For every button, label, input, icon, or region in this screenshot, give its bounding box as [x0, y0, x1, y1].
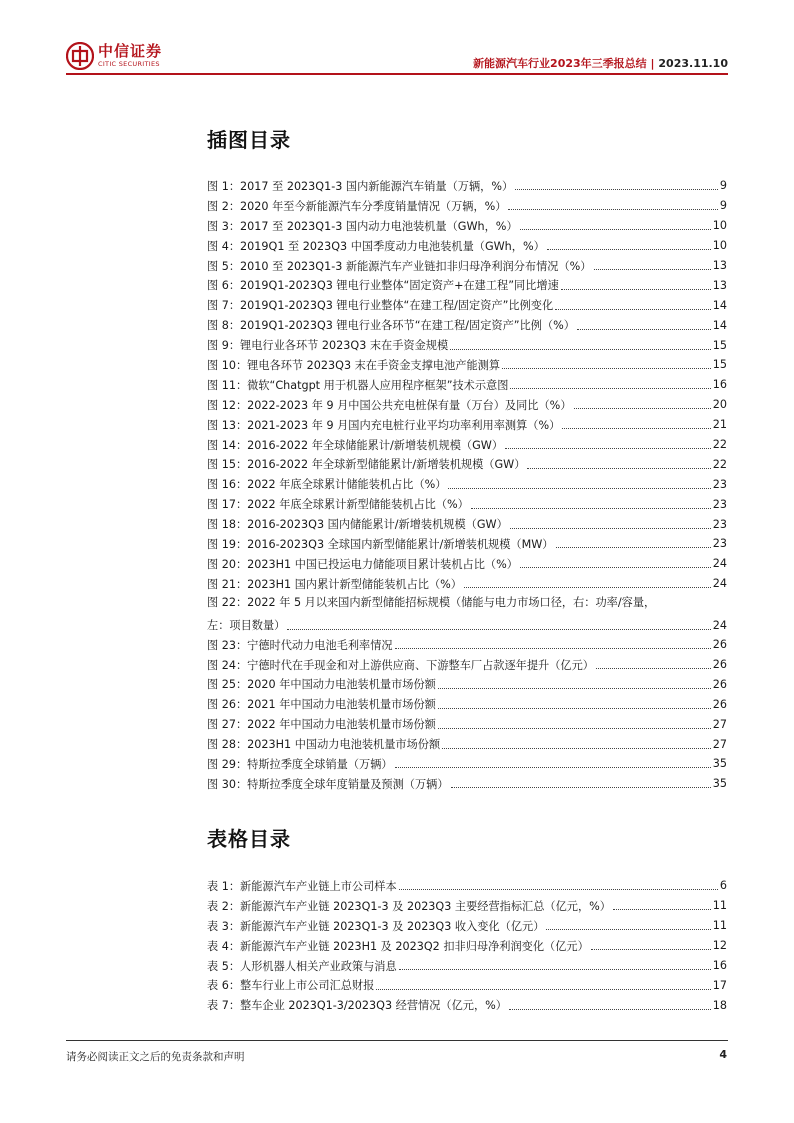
figure-toc-entry[interactable]: [207, 375, 727, 395]
figure-toc-entry[interactable]: [207, 315, 727, 335]
toc-entry-page: 15: [712, 358, 727, 372]
toc-entry-page: 35: [712, 777, 727, 791]
toc-entry-page: 20: [712, 398, 727, 412]
table-toc-entry[interactable]: [207, 995, 727, 1015]
toc-entry-label: 图 30：特斯拉季度全球年度销量及预测（万辆）: [207, 777, 449, 791]
toc-entry-page: 27: [712, 737, 727, 751]
toc-entry-page: 18: [712, 998, 727, 1012]
logo-english-name: CITIC SECURITIES: [98, 60, 160, 69]
figure-toc-entry-continued[interactable]: [207, 616, 727, 635]
toc-entry-page: 26: [712, 677, 727, 691]
toc-entry-label: 图 6：2019Q1-2023Q3 锂电行业整体“固定资产+在建工程”同比增速: [207, 279, 559, 293]
page-header: [66, 36, 728, 76]
toc-entry-page: 17: [712, 978, 727, 992]
toc-leader-dots: [510, 388, 710, 389]
toc-entry-page: 14: [712, 298, 727, 312]
figure-toc-entry[interactable]: [207, 674, 727, 694]
toc-entry-label-continued: 左：项目数量）: [207, 619, 286, 633]
toc-entry-label: 图 26：2021 年中国动力电池装机量市场份额: [207, 698, 436, 712]
report-meta: [473, 55, 728, 71]
toc-entry-page: 22: [712, 457, 727, 471]
figure-toc-entry[interactable]: [207, 275, 727, 295]
toc-entry-label: 表 2：新能源汽车产业链 2023Q1-3 及 2023Q3 主要经营指标汇总（亿元，%）: [207, 899, 611, 913]
figure-toc-entry[interactable]: [207, 594, 727, 616]
toc-entry-page: 35: [712, 757, 727, 771]
figure-toc-entry[interactable]: [207, 554, 727, 574]
toc-leader-dots: [594, 269, 711, 270]
disclaimer-notice: 请务必阅读正文之后的免责条款和声明: [66, 1051, 245, 1063]
toc-entry-page: 14: [712, 318, 727, 332]
figure-toc-entry[interactable]: [207, 655, 727, 675]
table-toc-entry[interactable]: [207, 916, 727, 936]
toc-leader-dots: [451, 787, 711, 788]
figure-toc-entry[interactable]: [207, 734, 727, 754]
toc-leader-dots: [613, 909, 711, 910]
header-separator: |: [650, 57, 655, 70]
toc-entry-label: 图 12：2022-2023 年 9 月中国公共充电桩保有量（万台）及同比（%）: [207, 398, 572, 412]
toc-entry-label: 表 3：新能源汽车产业链 2023Q1-3 及 2023Q3 收入变化（亿元）: [207, 919, 545, 933]
toc-entry-label: 图 8：2019Q1-2023Q3 锂电行业各环节“在建工程/固定资产”比例（%）: [207, 319, 575, 333]
toc-entry-label: 图 17：2022 年底全球累计新型储能装机占比（%）: [207, 498, 469, 512]
toc-entry-page: 26: [712, 697, 727, 711]
toc-leader-dots: [471, 508, 711, 509]
toc-entry-label: 表 1：新能源汽车产业链上市公司样本: [207, 879, 397, 893]
toc-leader-dots: [502, 368, 711, 369]
toc-entry-page: 23: [712, 497, 727, 511]
toc-leader-dots: [591, 949, 711, 950]
toc-entry-label: 图 3：2017 至 2023Q1-3 国内动力电池装机量（GWh，%）: [207, 219, 518, 233]
toc-leader-dots: [399, 889, 718, 890]
toc-entry-label: 图 27：2022 年中国动力电池装机量市场份额: [207, 718, 436, 732]
figure-toc-entry[interactable]: [207, 335, 727, 355]
toc-entry-page: 13: [712, 278, 727, 292]
logo-chinese-name: 中信证券: [98, 42, 163, 61]
figure-toc-entry[interactable]: [207, 514, 727, 534]
toc-entry-page: 27: [712, 717, 727, 731]
toc-entry-page: 22: [712, 438, 727, 452]
figure-toc-entry[interactable]: [207, 774, 727, 794]
toc-entry-label: 图 28：2023H1 中国动力电池装机量市场份额: [207, 738, 441, 752]
toc-entry-label: 图 11：微软“Chatgpt 用于机器人应用程序框架”技术示意图: [207, 378, 509, 392]
figure-toc-entry[interactable]: [207, 216, 727, 236]
toc-leader-dots: [287, 629, 710, 630]
figure-toc-entry[interactable]: [207, 494, 727, 514]
toc-entry-label: 图 7：2019Q1-2023Q3 锂电行业整体“在建工程/固定资产”比例变化: [207, 299, 554, 313]
toc-entry-label: 图 10：锂电各环节 2023Q3 末在手资金支撑电池产能测算: [207, 358, 501, 372]
figure-toc-entry[interactable]: [207, 196, 727, 216]
toc-entry-label: 图 29：特斯拉季度全球销量（万辆）: [207, 757, 393, 771]
toc-entry-label: 图 4：2019Q1 至 2023Q3 中国季度动力电池装机量（GWh，%）: [207, 239, 545, 253]
tables-toc-list: [207, 876, 727, 1015]
figure-toc-entry[interactable]: [207, 415, 727, 435]
toc-entry-page: 6: [719, 879, 727, 893]
toc-entry-page: 9: [719, 199, 727, 213]
table-toc-entry[interactable]: [207, 896, 727, 916]
toc-leader-dots: [510, 528, 711, 529]
toc-entry-page: 13: [712, 259, 727, 272]
toc-entry-label: 图 16：2022 年底全球累计储能装机占比（%）: [207, 478, 447, 492]
toc-entry-page: 23: [712, 517, 727, 531]
toc-leader-dots: [448, 488, 710, 489]
footer-divider: [66, 1040, 728, 1041]
figure-toc-entry[interactable]: [207, 256, 727, 276]
figure-toc-entry[interactable]: [207, 635, 727, 655]
report-title: 新能源汽车行业2023年三季报总结: [473, 57, 647, 70]
page-number: 4: [719, 1048, 727, 1061]
toc-entry-page: 23: [712, 537, 727, 551]
toc-entry-label: 图 21：2023H1 国内累计新型储能装机占比（%）: [207, 577, 462, 591]
toc-entry-page: 16: [712, 378, 727, 392]
toc-entry-page: 12: [712, 939, 727, 953]
toc-leader-dots: [546, 929, 710, 930]
toc-entry-label: 图 9：锂电行业各环节 2023Q3 末在手资金规模: [207, 339, 449, 353]
toc-entry-label: 图 25：2020 年中国动力电池装机量市场份额: [207, 678, 436, 692]
toc-leader-dots: [399, 969, 711, 970]
table-toc-entry[interactable]: [207, 876, 727, 896]
toc-leader-dots: [464, 587, 711, 588]
toc-entry-label: 图 20：2023H1 中国已投运电力储能项目累计装机占比（%）: [207, 557, 518, 571]
toc-entry-label: 表 5：人形机器人相关产业政策与消息: [207, 959, 397, 973]
toc-entry-label: 图 24：宁德时代在手现金和对上游供应商、下游整车厂占款逐年提升（亿元）: [207, 658, 594, 672]
toc-entry-label: 图 1：2017 至 2023Q1-3 国内新能源汽车销量（万辆，%）: [207, 179, 514, 193]
toc-leader-dots: [515, 189, 718, 190]
toc-leader-dots: [509, 1009, 711, 1010]
toc-entry-page: 9: [719, 179, 727, 193]
toc-entry-label: 图 13：2021-2023 年 9 月国内充电桩行业平均功率利用率测算（%）: [207, 418, 561, 432]
figures-toc-title: 插图目录: [207, 128, 291, 152]
figure-toc-entry[interactable]: [207, 236, 727, 256]
toc-entry-page: 11: [712, 919, 727, 933]
toc-leader-dots: [577, 329, 711, 330]
toc-entry-label: 表 6：整车行业上市公司汇总财报: [207, 979, 375, 993]
figure-toc-entry[interactable]: [207, 754, 727, 774]
toc-entry-page: 10: [712, 239, 727, 253]
toc-entry-label: 图 5：2010 至 2023Q1-3 新能源汽车产业链扣非归母净利润分布情况（%）: [207, 259, 592, 273]
toc-leader-dots: [442, 748, 711, 749]
citic-logo-icon: [66, 42, 94, 70]
table-toc-entry[interactable]: [207, 956, 727, 976]
toc-entry-label: 表 4：新能源汽车产业链 2023H1 及 2023Q2 扣非归母净利润变化（亿元）: [207, 939, 589, 953]
toc-entry-page: 16: [712, 959, 727, 972]
toc-leader-dots: [438, 728, 711, 729]
toc-leader-dots: [520, 229, 711, 230]
toc-leader-dots: [395, 767, 711, 768]
figure-toc-entry[interactable]: [207, 395, 727, 415]
tables-toc-title: 表格目录: [207, 827, 291, 851]
figure-toc-entry[interactable]: [207, 435, 727, 455]
figure-toc-entry[interactable]: [207, 295, 727, 315]
citic-logo: [66, 42, 162, 70]
toc-leader-dots: [561, 289, 711, 290]
figure-toc-entry[interactable]: [207, 355, 727, 375]
figure-toc-entry[interactable]: [207, 474, 727, 494]
table-toc-entry[interactable]: [207, 975, 727, 995]
toc-entry-page: 24: [712, 618, 727, 632]
toc-entry-page: 21: [712, 418, 727, 432]
toc-entry-page: 24: [712, 557, 727, 571]
figure-toc-entry[interactable]: [207, 454, 727, 474]
toc-entry-page: 23: [712, 477, 727, 491]
toc-entry-page: 26: [712, 638, 727, 652]
toc-leader-dots: [438, 708, 711, 709]
toc-leader-dots: [547, 249, 711, 250]
toc-entry-label: 图 23：宁德时代动力电池毛利率情况: [207, 638, 393, 652]
toc-leader-dots: [395, 648, 711, 649]
toc-entry-label: 表 7：整车企业 2023Q1-3/2023Q3 经营情况（亿元，%）: [207, 999, 507, 1013]
toc-entry-label: 图 22：2022 年 5 月以来国内新型储能招标规模（储能与电力市场口径，右：功率/容量，: [207, 595, 656, 609]
toc-leader-dots: [562, 428, 710, 429]
figure-toc-entry[interactable]: [207, 574, 727, 594]
figures-toc-list: [207, 176, 727, 794]
toc-entry-label: 图 15：2016-2022 年全球新型储能累计/新增装机规模（GW）: [207, 458, 526, 472]
toc-leader-dots: [555, 309, 711, 310]
toc-entry-page: 26: [712, 658, 727, 672]
figure-toc-entry[interactable]: [207, 714, 727, 734]
toc-leader-dots: [527, 468, 710, 469]
toc-leader-dots: [596, 668, 711, 669]
toc-leader-dots: [438, 688, 711, 689]
table-toc-entry[interactable]: [207, 936, 727, 956]
header-divider: [66, 73, 728, 75]
report-date: 2023.11.10: [658, 57, 728, 70]
toc-leader-dots: [505, 448, 711, 449]
toc-entry-page: 10: [712, 219, 727, 233]
toc-leader-dots: [450, 349, 711, 350]
toc-entry-label: 图 19：2016-2023Q3 全球国内新型储能累计/新增装机规模（MW）: [207, 537, 554, 551]
toc-leader-dots: [556, 547, 711, 548]
toc-entry-label: 图 14：2016-2022 年全球储能累计/新增装机规模（GW）: [207, 438, 504, 452]
toc-entry-label: 图 2：2020 年至今新能源汽车分季度销量情况（万辆，%）: [207, 199, 507, 213]
toc-entry-page: 24: [712, 577, 727, 591]
toc-entry-page: 11: [712, 899, 727, 913]
toc-leader-dots: [520, 567, 711, 568]
figure-toc-entry[interactable]: [207, 694, 727, 714]
figure-toc-entry[interactable]: [207, 176, 727, 196]
toc-entry-label: 图 18：2016-2023Q3 国内储能累计/新增装机规模（GW）: [207, 518, 508, 532]
toc-entry-page: 15: [712, 338, 727, 352]
toc-leader-dots: [376, 989, 710, 990]
toc-leader-dots: [508, 209, 717, 210]
figure-toc-entry[interactable]: [207, 534, 727, 554]
toc-leader-dots: [574, 408, 711, 409]
